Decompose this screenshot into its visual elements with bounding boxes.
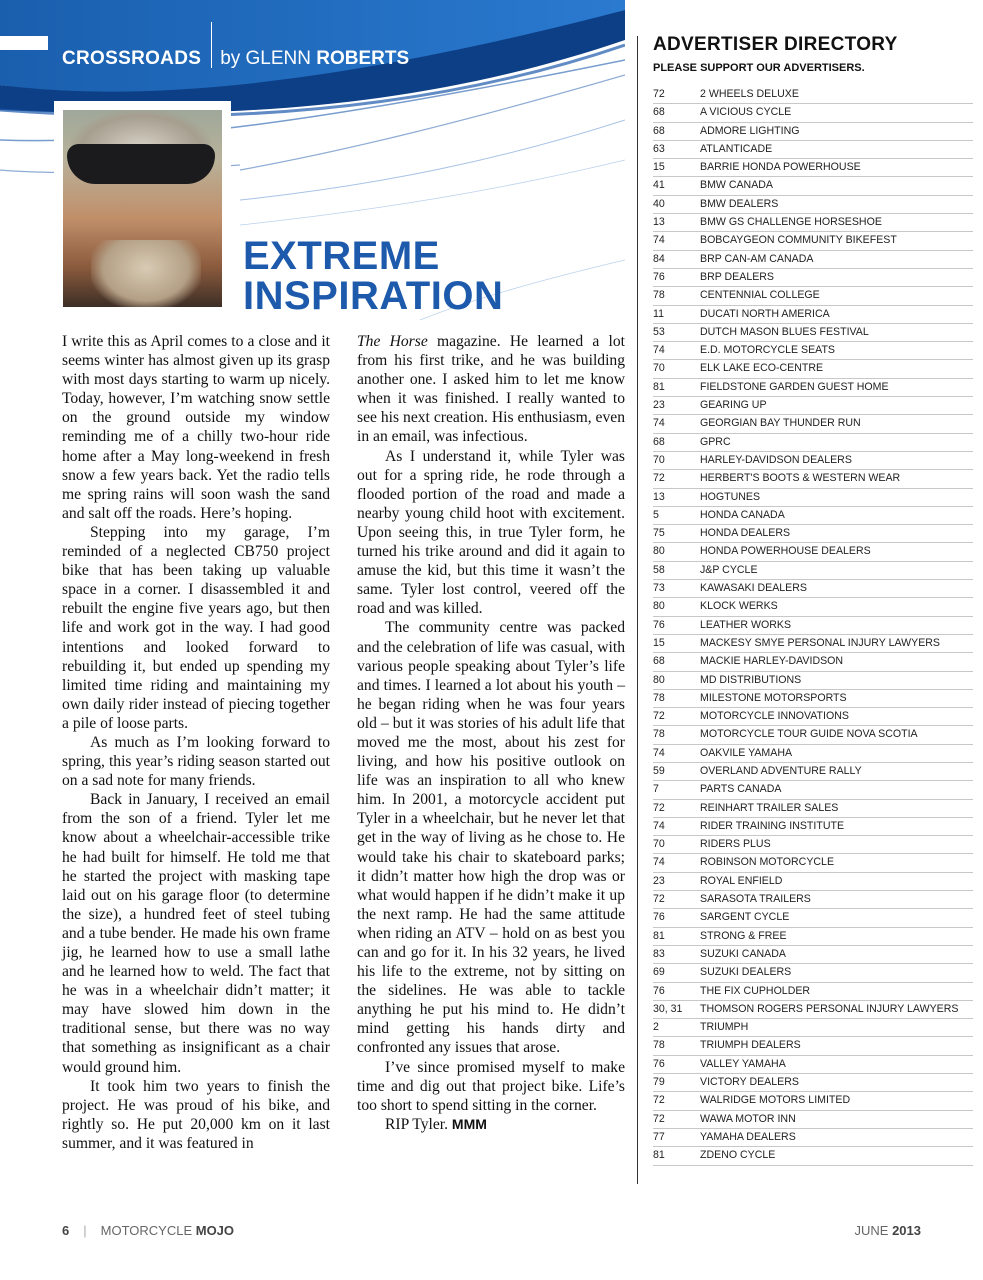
directory-row (653, 1147, 973, 1165)
directory-row (653, 635, 973, 653)
directory-row (653, 726, 973, 744)
publication-title: The Horse (357, 333, 428, 350)
directory-row (653, 543, 973, 561)
directory-row (653, 1019, 973, 1037)
directory-advertiser-name: HOGTUNES (700, 490, 761, 503)
directory-row (653, 653, 973, 671)
directory-page-number: 74 (653, 746, 665, 759)
directory-row (653, 580, 973, 598)
directory-row (653, 1001, 973, 1019)
directory-page-number: 77 (653, 1130, 665, 1143)
directory-page-number: 78 (653, 691, 665, 704)
directory-row (653, 708, 973, 726)
directory-row (653, 214, 973, 232)
directory-advertiser-name: WALRIDGE MOTORS LIMITED (700, 1094, 851, 1107)
directory-advertiser-name: BMW DEALERS (700, 197, 779, 210)
directory-page-number: 75 (653, 527, 665, 540)
directory-page-number: 53 (653, 325, 665, 338)
issue-year: 2013 (892, 1223, 921, 1238)
directory-page-number: 81 (653, 929, 665, 942)
directory-page-number: 5 (653, 508, 659, 521)
directory-advertiser-name: BARRIE HONDA POWERHOUSE (700, 161, 861, 174)
directory-row (653, 324, 973, 342)
headline-line-1: EXTREME (243, 234, 440, 278)
directory-row (653, 598, 973, 616)
sign-off: RIP Tyler. MMM (385, 1115, 487, 1133)
directory-page-number: 79 (653, 1076, 665, 1089)
directory-page-number: 78 (653, 289, 665, 302)
directory-advertiser-name: MD DISTRIBUTIONS (700, 673, 802, 686)
directory-row (653, 617, 973, 635)
directory-page-number: 76 (653, 1057, 665, 1070)
directory-page-number: 72 (653, 710, 665, 723)
directory-advertiser-name: VICTORY DEALERS (700, 1076, 799, 1089)
directory-row (653, 251, 973, 269)
headline-line-2: INSPIRATION (243, 274, 504, 318)
directory-page-number: 68 (653, 435, 665, 448)
directory-title: ADVERTISER DIRECTORY (653, 34, 898, 55)
directory-page-number: 81 (653, 1149, 665, 1162)
paragraph: The Horse magazine. He learned a lot from his first trike, and he was building another one. I asked him to let me know when it was finished. I really wanted to see his next creation. His enthusiasm, even in an email, was infectious. (357, 333, 625, 446)
header-separator (211, 22, 212, 68)
directory-row (653, 690, 973, 708)
directory-page-number: 13 (653, 490, 665, 503)
directory-row (653, 232, 973, 250)
directory-page-number: 76 (653, 618, 665, 631)
issue-month: JUNE (854, 1223, 893, 1238)
directory-page-number: 74 (653, 819, 665, 832)
directory-advertiser-name: THE FIX CUPHOLDER (700, 984, 811, 997)
directory-page-number: 74 (653, 856, 665, 869)
directory-advertiser-name: DUCATI NORTH AMERICA (700, 307, 830, 320)
directory-advertiser-name: MACKESY SMYE PERSONAL INJURY LAWYERS (700, 636, 940, 649)
directory-advertiser-name: A VICIOUS CYCLE (700, 106, 792, 119)
directory-advertiser-name: MILESTONE MOTORSPORTS (700, 691, 847, 704)
directory-page-number: 68 (653, 124, 665, 137)
header-accent-bar (0, 36, 48, 50)
directory-row (653, 452, 973, 470)
directory-page-number: 81 (653, 380, 665, 393)
magazine-name: MOTORCYCLE (100, 1223, 196, 1238)
directory-advertiser-name: SARGENT CYCLE (700, 911, 790, 924)
directory-row (653, 434, 973, 452)
directory-page-number: 78 (653, 728, 665, 741)
directory-row (653, 269, 973, 287)
footer-right (855, 1223, 921, 1238)
directory-page-number: 58 (653, 563, 665, 576)
directory-row (653, 928, 973, 946)
directory-page-number: 59 (653, 764, 665, 777)
directory-row (653, 854, 973, 872)
directory-page-number: 80 (653, 673, 665, 686)
article-column-1 (62, 332, 330, 1153)
paragraph: I’ve since promised myself to make time and dig out that project bike. Life’s too short to spend sitting in the corner. (357, 1058, 625, 1114)
directory-page-number: 70 (653, 453, 665, 466)
article-headline (243, 236, 503, 316)
directory-row (653, 818, 973, 836)
directory-advertiser-name: FIELDSTONE GARDEN GUEST HOME (700, 380, 889, 393)
directory-advertiser-name: HERBERT'S BOOTS & WESTERN WEAR (700, 472, 901, 485)
directory-row (653, 964, 973, 982)
directory-advertiser-name: SARASOTA TRAILERS (700, 893, 811, 906)
directory-advertiser-name: SUZUKI CANADA (700, 947, 786, 960)
paragraph: Back in January, I received an email from the son of a friend. Tyler let me know about a wheelchair-accessible trike he had built for himself. He told me that he started the project with masking tape laid out on his garage floor (to determine the size), a hundred feet of steel tubing and a tube bender. He made his own frame jig, he learned how to use a small lathe and he learned how to weld. The fact that he was in a wheelchair didn’t matter; it may have slowed him down in the traditional sense, but there was no way that something as insignificant as a chair would ground him. (62, 791, 330, 1076)
directory-row (653, 507, 973, 525)
directory-row (653, 763, 973, 781)
directory-row (653, 781, 973, 799)
directory-page-number: 83 (653, 947, 665, 960)
directory-advertiser-name: YAMAHA DEALERS (700, 1130, 796, 1143)
directory-advertiser-name: LEATHER WORKS (700, 618, 792, 631)
directory-page-number: 74 (653, 344, 665, 357)
directory-row (653, 397, 973, 415)
directory-advertiser-name: OAKVILE YAMAHA (700, 746, 793, 759)
directory-advertiser-name: MOTORCYCLE TOUR GUIDE NOVA SCOTIA (700, 728, 918, 741)
directory-advertiser-name: REINHART TRAILER SALES (700, 801, 839, 814)
paragraph: As much as I’m looking forward to spring, this year’s riding season started out on a sad note for many friends. (62, 733, 330, 790)
author-portrait-image (63, 110, 222, 307)
directory-row (653, 360, 973, 378)
directory-row (653, 1037, 973, 1055)
directory-page-number: 73 (653, 582, 665, 595)
paragraph: The community centre was packed and the celebration of life was casual, with various people speaking about Tyler’s life and times. I learned a lot about his youth – he began riding when he was four years old – but it was stories of his adult life that moved me the most, about his zest for living, and how his positive outlook on life was an inspiration to all who knew him. In 2001, a motorcycle accident put Tyler in a wheelchair, but he never let that get in the way of living as he chose to. He would take his chair to skateboard parks; it didn’t matter how high the drop was or what would happen if he didn’t make it up the next ramp. He had the same attitude when riding an ATV – hold on as best you can and go for it. In his 32 years, he lived his life to the extreme, not by sitting on the sidelines. He was able to tackle anything he put his mind to. He didn’t mind getting his hands dirty and confronted any issues that arose. (357, 619, 625, 1057)
directory-page-number: 15 (653, 636, 665, 649)
directory-page-number: 11 (653, 307, 664, 320)
directory-advertiser-name: BOBCAYGEON COMMUNITY BIKEFEST (700, 234, 897, 247)
directory-page-number: 76 (653, 911, 665, 924)
directory-row (653, 983, 973, 1001)
magazine-name-bold: MOJO (195, 1223, 235, 1238)
directory-row (653, 379, 973, 397)
directory-page-number: 74 (653, 417, 665, 430)
directory-advertiser-name: THOMSON ROGERS PERSONAL INJURY LAWYERS (700, 1002, 959, 1015)
byline-author: ROBERTS (316, 48, 410, 69)
directory-row (653, 1111, 973, 1129)
directory-advertiser-name: HONDA POWERHOUSE DEALERS (700, 545, 871, 558)
directory-page-number: 76 (653, 270, 665, 283)
directory-advertiser-name: BMW CANADA (700, 179, 773, 192)
directory-advertiser-name: TRIUMPH DEALERS (700, 1039, 801, 1052)
directory-advertiser-name: HONDA DEALERS (700, 527, 791, 540)
directory-advertiser-name: MACKIE HARLEY-DAVIDSON (700, 655, 844, 668)
directory-page-number: 78 (653, 1039, 665, 1052)
directory-advertiser-name: STRONG & FREE (700, 929, 787, 942)
directory-row (653, 800, 973, 818)
directory-row (653, 1129, 973, 1147)
directory-row (653, 873, 973, 891)
directory-page-number: 76 (653, 984, 665, 997)
directory-row (653, 86, 973, 104)
directory-row (653, 525, 973, 543)
directory-advertiser-name: VALLEY YAMAHA (700, 1057, 786, 1070)
directory-page-number: 23 (653, 874, 665, 887)
page-number: 6 (62, 1223, 70, 1238)
directory-row (653, 306, 973, 324)
byline-prefix: by GLENN (220, 48, 311, 69)
directory-advertiser-name: KLOCK WERKS (700, 600, 778, 613)
directory-page-number: 72 (653, 1112, 665, 1125)
paragraph: Stepping into my garage, I’m reminded of a neglected CB750 project bike that has been taking up valuable space in a corner. I disassembled it and rebuilt the engine five years ago, but then life and work got in the way. I had good intentions and looked forward to rebuilding it, but ended up spending my limited time riding and maintaining my own daily rider instead of piecing together a pile of loose parts. (62, 523, 330, 732)
directory-row (653, 672, 973, 690)
directory-page-number: 80 (653, 600, 665, 613)
directory-row (653, 342, 973, 360)
directory-row (653, 123, 973, 141)
paragraph: As I understand it, while Tyler was out for a spring ride, he rode through a flooded portion of the road and made a nearby young child hoot with excitement. Upon seeing this, in true Tyler form, he turned his trike around and did it again to amuse the kid, but this time it wasn’t the same. Tyler lost control, veered off the road and was killed. (357, 447, 625, 618)
directory-advertiser-name: BMW GS CHALLENGE HORSESHOE (700, 216, 882, 229)
directory-advertiser-name: KAWASAKI DEALERS (700, 582, 807, 595)
directory-page-number: 41 (653, 179, 665, 192)
footer-left (62, 1223, 234, 1238)
directory-row (653, 1092, 973, 1110)
directory-page-number: 69 (653, 966, 665, 979)
directory-advertiser-name: RIDERS PLUS (700, 838, 771, 851)
directory-row (653, 1056, 973, 1074)
directory-advertiser-name: GPRC (700, 435, 731, 448)
advertiser-list (653, 86, 973, 1166)
paragraph: I write this as April comes to a close and it seems winter has almost given up its grasp with most days starting to warm up nicely. Today, however, I’m watching snow settle on the ground outside my window reminding me of a chilly two-hour ride home after a May long-weekend in fresh snow a few years back. Yet the radio tells me spring rains will soon wash the sand and salt off the roads. Here’s hoping. (62, 333, 330, 522)
directory-row (653, 159, 973, 177)
directory-row (653, 287, 973, 305)
directory-page-number: 72 (653, 893, 665, 906)
directory-row (653, 909, 973, 927)
article-column-2 (357, 332, 625, 1134)
directory-advertiser-name: MOTORCYCLE INNOVATIONS (700, 710, 849, 723)
directory-advertiser-name: OVERLAND ADVENTURE RALLY (700, 764, 862, 777)
directory-row (653, 489, 973, 507)
directory-row (653, 836, 973, 854)
directory-page-number: 68 (653, 106, 665, 119)
directory-page-number: 72 (653, 1094, 665, 1107)
directory-row (653, 196, 973, 214)
directory-subtitle: PLEASE SUPPORT OUR ADVERTISERS. (653, 62, 865, 74)
directory-page-number: 7 (653, 783, 659, 796)
directory-row (653, 415, 973, 433)
directory-page-number: 40 (653, 197, 665, 210)
directory-advertiser-name: ROBINSON MOTORCYCLE (700, 856, 835, 869)
directory-page-number: 2 (653, 1021, 659, 1034)
directory-advertiser-name: E.D. MOTORCYCLE SEATS (700, 344, 835, 357)
directory-row (653, 177, 973, 195)
footer-separator: | (83, 1223, 87, 1238)
paragraph: It took him two years to finish the project. He was proud of his bike, and rightly so. He put 20,000 km on it last summer, and it was featured in (62, 1077, 330, 1152)
directory-page-number: 84 (653, 252, 665, 265)
directory-page-number: 80 (653, 545, 665, 558)
directory-advertiser-name: ZDENO CYCLE (700, 1149, 776, 1162)
directory-row (653, 104, 973, 122)
directory-advertiser-name: CENTENNIAL COLLEGE (700, 289, 820, 302)
directory-advertiser-name: SUZUKI DEALERS (700, 966, 792, 979)
directory-advertiser-name: GEORGIAN BAY THUNDER RUN (700, 417, 861, 430)
directory-page-number: 70 (653, 362, 665, 375)
directory-page-number: 68 (653, 655, 665, 668)
directory-page-number: 23 (653, 399, 665, 412)
directory-page-number: 63 (653, 142, 665, 155)
directory-row (653, 891, 973, 909)
directory-advertiser-name: ELK LAKE ECO-CENTRE (700, 362, 824, 375)
directory-row (653, 745, 973, 763)
directory-row (653, 562, 973, 580)
directory-advertiser-name: HARLEY-DAVIDSON DEALERS (700, 453, 852, 466)
directory-advertiser-name: BRP DEALERS (700, 270, 774, 283)
directory-advertiser-name: ROYAL ENFIELD (700, 874, 783, 887)
directory-page-number: 72 (653, 801, 665, 814)
directory-advertiser-name: ADMORE LIGHTING (700, 124, 800, 137)
directory-page-number: 70 (653, 838, 665, 851)
directory-page-number: 74 (653, 234, 665, 247)
end-mark: MMM (451, 1115, 487, 1132)
directory-page-number: 30, 31 (653, 1002, 683, 1015)
directory-advertiser-name: TRIUMPH (700, 1021, 749, 1034)
directory-advertiser-name: DUTCH MASON BLUES FESTIVAL (700, 325, 869, 338)
directory-row (653, 946, 973, 964)
directory-advertiser-name: HONDA CANADA (700, 508, 785, 521)
directory-advertiser-name: GEARING UP (700, 399, 767, 412)
directory-page-number: 72 (653, 88, 665, 100)
directory-advertiser-name: WAWA MOTOR INN (700, 1112, 796, 1125)
directory-page-number: 72 (653, 472, 665, 485)
sunglasses-icon (67, 144, 215, 184)
column-divider (637, 36, 638, 1184)
directory-advertiser-name: BRP CAN-AM CANADA (700, 252, 814, 265)
author-photo (54, 101, 231, 316)
directory-advertiser-name: RIDER TRAINING INSTITUTE (700, 819, 845, 832)
directory-page-number: 13 (653, 216, 665, 229)
directory-advertiser-name: ATLANTICADE (700, 142, 773, 155)
directory-page-number: 15 (653, 161, 665, 174)
column-header (62, 32, 409, 78)
directory-row (653, 1074, 973, 1092)
directory-advertiser-name: J&P CYCLE (700, 563, 758, 576)
directory-row (653, 141, 973, 159)
directory-advertiser-name: PARTS CANADA (700, 783, 782, 796)
directory-advertiser-name: 2 WHEELS DELUXE (700, 88, 799, 100)
section-name: CROSSROADS (62, 48, 202, 69)
directory-row (653, 470, 973, 488)
